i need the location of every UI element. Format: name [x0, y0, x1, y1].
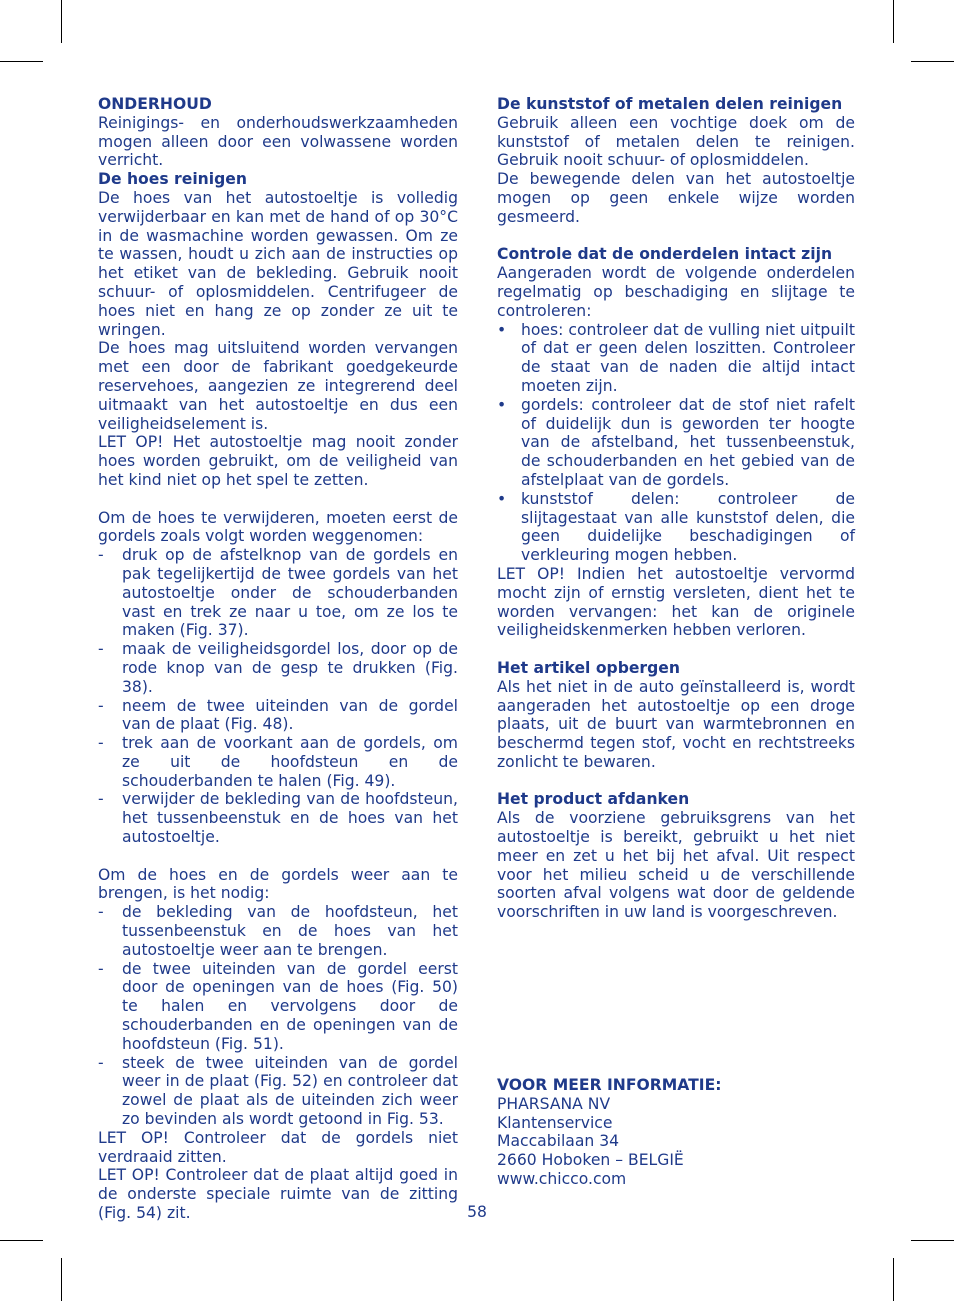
cover-warning: LET OP! Het autostoeltje mag nooit zonder hoes worden gebruikt, om de veiligheid van het kind niet op het spel te zetten. — [98, 433, 458, 489]
bullet-marker: • — [497, 489, 507, 508]
disposal-heading: Het product afdanken — [497, 790, 690, 809]
refit-intro: Om de hoes en de gordels weer aan te brengen, is het nodig: — [98, 865, 458, 903]
remove-steps-list — [98, 546, 458, 847]
crop-mark — [911, 61, 954, 62]
storage-heading: Het artikel opbergen — [497, 658, 680, 677]
crop-mark — [0, 61, 43, 62]
clean-cover-paragraph: De hoes van het autostoeltje is volledig verwijderbaar en kan met de hand of op 30°C in de wasmachine worden gewassen. Om ze te wassen, houdt u zich aan de instructies op het etiket van de bekleding. Gebruik nooit schuur- of oplosmiddelen. Centrifugeer de hoes niet en hang ze op zonder ze uit te wringen. — [98, 188, 458, 339]
list-item: - druk op de afstelknop van de gordels en pak tegelijkertijd de twee gordels van het autostoeltje onder de schouderbanden vast en trek ze naar u toe, om ze los te maken (Fig. 37). — [98, 546, 458, 640]
check-parts-intro: Aangeraden wordt de volgende onderdelen regelmatig op beschadiging en slijtage te controleren: — [497, 264, 855, 320]
list-item: - trek aan de voorkant aan de gordels, om ze uit de hoofdsteun en de schouderbanden te halen (Fig. 49). — [98, 734, 458, 790]
list-item: - verwijder de bekleding van de hoofdsteun, het tussenbeenstuk en de hoes van het autostoeltje. — [98, 790, 458, 847]
contact-heading: VOOR MEER INFORMATIE: — [497, 1076, 722, 1094]
plastic-parts-paragraph: De bewegende delen van het autostoeltje mogen op geen enkele wijze worden gesmeerd. — [497, 170, 855, 226]
dash-marker: - — [98, 640, 104, 659]
plastic-parts-heading: De kunststof of metalen delen reinigen — [497, 95, 843, 113]
crop-mark — [61, 1258, 62, 1301]
warning-text: LET OP! Controleer dat de plaat altijd goed in de onderste speciale ruimte van de zitting (Fig. 54) zit. — [98, 1166, 458, 1223]
warning-text: LET OP! Indien het autostoeltje vervormd mocht zijn of ernstig versleten, dient het te worden vervangen: het kan de originele veiligheidskenmerken hebben verloren. — [497, 564, 855, 640]
contact-website: www.chicco.com — [497, 1169, 627, 1188]
bullet-marker: • — [497, 320, 507, 339]
check-items-list — [497, 321, 855, 565]
plastic-parts-paragraph: Gebruik alleen een vochtige doek om de kunststof of metalen delen te reinigen. Gebruik nooit schuur- of oplosmiddelen. — [497, 113, 855, 170]
clean-cover-paragraph: De hoes mag uitsluitend worden vervangen met een door de fabrikant goedgekeurde reservehoes, aangezien ze integrerend deel uitmaakt van het autostoeltje en dus een veiligheidselement is. — [98, 339, 458, 433]
crop-mark — [893, 1258, 894, 1301]
storage-paragraph: Als het niet in de auto geïnstalleerd is, wordt aangeraden het autostoeltje op een droge plaats, uit de buurt van warmtebronnen en beschermd tegen stof, vocht en rechtstreeks zonlicht te bewaren. — [497, 677, 855, 771]
dash-marker: - — [98, 1053, 104, 1072]
right-column — [497, 95, 855, 922]
warning-text: LET OP! Controleer dat de gordels niet verdraaid zitten. — [98, 1128, 458, 1166]
check-parts-heading: Controle dat de onderdelen intact zijn — [497, 245, 833, 264]
dash-marker: - — [98, 546, 104, 565]
contact-department: Klantenservice — [497, 1113, 613, 1132]
bullet-marker: • — [497, 395, 507, 414]
dash-marker: - — [98, 790, 104, 809]
list-item: - de bekleding van de hoofdsteun, het tussenbeenstuk en de hoes van het autostoeltje weer aan te brengen. — [98, 903, 458, 959]
dash-marker: - — [98, 734, 104, 753]
list-item: - de twee uiteinden van de gordel eerst door de openingen van de hoes (Fig. 50) te halen en vervolgens door de schouderbanden en de openingen van de hoofdsteun (Fig. 51). — [98, 959, 458, 1053]
dash-marker: - — [98, 959, 104, 978]
crop-mark — [911, 1240, 954, 1241]
contact-company: PHARSANA NV — [497, 1094, 611, 1113]
crop-mark — [61, 0, 62, 43]
contact-block — [497, 1076, 721, 1189]
list-item: • gordels: controleer dat de stof niet rafelt of duidelijk dun is geworden ter hoogte van de afstelband, het tussenbeenstuk, de schouderbanden en het gebied van de afstelplaat van de gordels. — [497, 395, 855, 489]
maintenance-intro: Reinigings- en onderhoudswerkzaamheden mogen alleen door een volwassene worden verricht. — [98, 113, 458, 170]
contact-city: 2660 Hoboken – BELGIË — [497, 1151, 684, 1170]
disposal-paragraph: Als de voorziene gebruiksgrens van het autostoeltje is bereikt, gebruikt u het niet meer en zet u het bij het afval. Uit respect voor het milieu scheid u de verschillende soorten afval volgens wat door de geldende voorschriften in uw land is voorgeschreven. — [497, 809, 855, 922]
crop-mark — [893, 0, 894, 43]
list-item: - neem de twee uiteinden van de gordel van de plaat (Fig. 48). — [98, 696, 458, 734]
dash-marker: - — [98, 696, 104, 715]
contact-street: Maccabilaan 34 — [497, 1132, 620, 1151]
crop-mark — [0, 1240, 43, 1241]
maintenance-heading: ONDERHOUD — [98, 95, 212, 113]
remove-cover-intro: Om de hoes te verwijderen, moeten eerst de gordels zoals volgt worden weggenomen: — [98, 508, 458, 546]
list-item: - maak de veiligheidsgordel los, door op de rode knop van de gesp te drukken (Fig. 38). — [98, 640, 458, 696]
list-item: • hoes: controleer dat de vulling niet uitpuilt of dat er geen delen loszitten. Controleer de staat van de naden die altijd intact moeten zijn. — [497, 320, 855, 395]
left-column — [98, 95, 458, 1223]
dash-marker: - — [98, 903, 104, 922]
refit-steps-list — [98, 903, 458, 1129]
list-item: • kunststof delen: controleer de slijtagestaat van alle kunststof delen, die geen duidelijke beschadigingen of verkleuring mogen hebben. — [497, 489, 855, 565]
clean-cover-heading: De hoes reinigen — [98, 170, 247, 189]
page-number: 58 — [467, 1203, 487, 1221]
list-item: - steek de twee uiteinden van de gordel weer in de plaat (Fig. 52) en controleer dat zowel de plaat als de uiteinden zich weer zo bevinden als wordt getoond in Fig. 53. — [98, 1053, 458, 1129]
